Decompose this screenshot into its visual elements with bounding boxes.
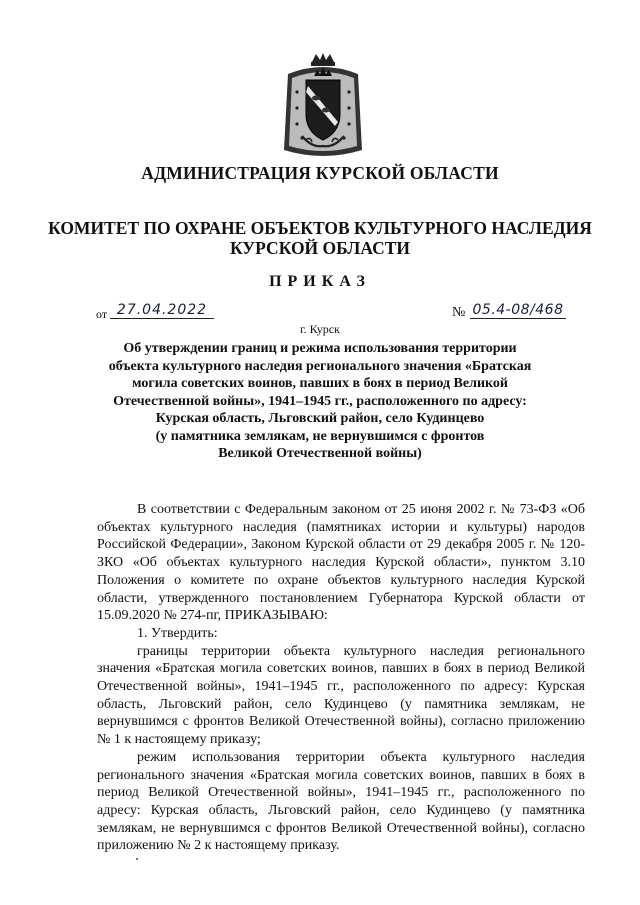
date-label: от bbox=[96, 307, 108, 321]
number-label: № bbox=[452, 305, 466, 320]
usage-regime-paragraph: режим использования территории объекта культурного наследия регионального значения «Братская могила советских воинов, павших в боях в период Великой Отечественной войны», 1941–1945 гг., расположенного по адресу: Курская область, Льговский район, село Кудинцево (у памятника землякам, не вернувшимся с фронтов Великой Отечественной войны), согласно приложению № 2 к настоящему приказу. bbox=[97, 749, 585, 854]
number-handwritten: 05.4-08/468 bbox=[470, 302, 566, 319]
title-line: могила советских воинов, павших в боях в период Великой bbox=[132, 376, 508, 391]
administration-heading: АДМИНИСТРАЦИЯ КУРСКОЙ ОБЛАСТИ bbox=[141, 163, 499, 183]
title-line: Великой Отечественной войны) bbox=[218, 446, 422, 461]
date-handwritten: 27.04.2022 bbox=[110, 302, 214, 319]
coat-of-arms-emblem bbox=[282, 52, 364, 162]
committee-heading bbox=[0, 218, 640, 258]
scan-speck bbox=[136, 858, 138, 860]
title-line: Отечественной войны», 1941–1945 гг., расположенного по адресу: bbox=[113, 393, 527, 409]
title-line: объекта культурного наследия регионального значения «Братская bbox=[108, 358, 532, 374]
boundaries-paragraph: границы территории объекта культурного наследия регионального значения «Братская могила советских воинов, павших в боях в период Великой Отечественной войны», 1941–1945 гг., расположенного по адресу: Курская область, Льговский район, село Кудинцево (у памятника землякам, не вернувшимся с фронтов Великой Отечественной войны), согласно приложению № 1 к настоящему приказу; bbox=[97, 643, 585, 748]
committee-heading-line2: КУРСКОЙ ОБЛАСТИ bbox=[229, 238, 411, 258]
city-label: г. Курск bbox=[300, 322, 340, 336]
title-line: Об утверждении границ и режима использования территории bbox=[123, 341, 517, 356]
title-line: Курская область, Льговский район, село Кудинцево bbox=[155, 411, 485, 426]
committee-heading-line1: КОМИТЕТ ПО ОХРАНЕ ОБЪЕКТОВ КУЛЬТУРНОГО НАСЛЕДИЯ bbox=[48, 218, 592, 238]
order-title bbox=[100, 340, 540, 463]
order-body bbox=[97, 501, 585, 855]
title-line: (у памятника землякам, не вернувшимся с фронтов bbox=[155, 428, 485, 444]
document-type: ПРИКАЗ bbox=[269, 273, 371, 290]
clause-1-heading: 1. Утвердить: bbox=[137, 625, 218, 641]
preamble-paragraph: В соответствии с Федеральным законом от 25 июня 2002 г. № 73-ФЗ «Об объектах культурного наследия (памятниках истории и культуры) народов Российской Федерации», Законом Курской области от 29 декабря 2005 г. № 120-ЗКО «Об объектах культурного наследия Курской области», пунктом 3.10 Положения о комитете по охране объектов культурного наследия Курской области, утвержденного постановлением Губернатора Курской области от 15.09.2020 № 274-пг, ПРИКАЗЫВАЮ: bbox=[97, 502, 585, 624]
